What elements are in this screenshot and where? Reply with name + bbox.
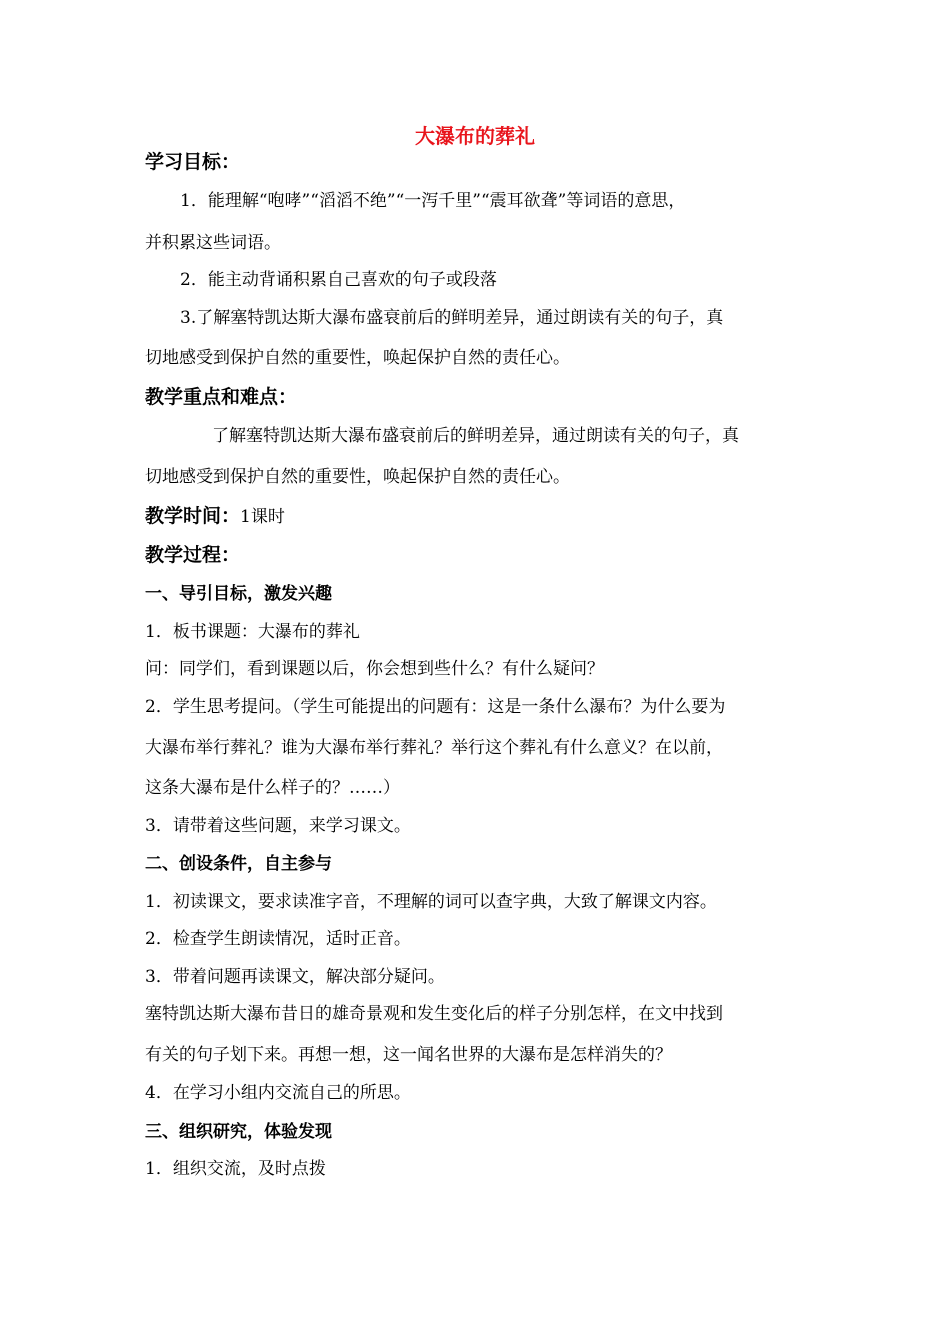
goal-3-line-2: 切地感受到保护自然的重要性，唤起保护自然的责任心。 <box>145 348 570 368</box>
teaching-time-value: 1课时 <box>240 507 285 527</box>
section-2-paragraph-line-2: 有关的句子划下来。再想一想，这一闻名世界的大瀑布是怎样消失的？ <box>145 1045 672 1065</box>
goal-2: 2．能主动背诵积累自己喜欢的句子或段落 <box>180 270 497 290</box>
key-points-line-2: 切地感受到保护自然的重要性，唤起保护自然的责任心。 <box>145 467 570 487</box>
section-2-item-3: 3．带着问题再读课文，解决部分疑问。 <box>145 967 445 987</box>
section-2-item-2: 2．检查学生朗读情况，适时正音。 <box>145 929 411 949</box>
section-1-item-2-line-1: 2．学生思考提问。（学生可能提出的问题有：这是一条什么瀑布？为什么要为 <box>145 697 726 717</box>
section-2-item-1: 1．初读课文，要求读准字音，不理解的词可以查字典，大致了解课文内容。 <box>145 892 717 912</box>
section-3-heading: 三、组织研究，体验发现 <box>145 1122 332 1142</box>
heading-key-points: 教学重点和难点： <box>145 386 298 408</box>
section-1-question: 问：同学们，看到课题以后，你会想到些什么？有什么疑问？ <box>145 659 604 679</box>
section-1-item-3: 3．请带着这些问题，来学习课文。 <box>145 816 411 836</box>
heading-teaching-time: 教学时间： <box>145 505 241 527</box>
section-1-item-2-line-2: 大瀑布举行葬礼？谁为大瀑布举行葬礼？举行这个葬礼有什么意义？在以前， <box>145 738 723 758</box>
section-2-item-4: 4．在学习小组内交流自己的所思。 <box>145 1083 411 1103</box>
section-1-item-2-line-3: 这条大瀑布是什么样子的？……） <box>145 778 400 798</box>
heading-teaching-process: 教学过程： <box>145 544 241 566</box>
section-2-heading: 二、创设条件，自主参与 <box>145 854 332 874</box>
section-2-paragraph-line-1: 塞特凯达斯大瀑布昔日的雄奇景观和发生变化后的样子分别怎样，在文中找到 <box>145 1004 723 1024</box>
heading-learning-goals: 学习目标： <box>145 151 241 173</box>
teaching-time <box>145 504 285 529</box>
section-3-item-1: 1．组织交流，及时点拨 <box>145 1159 326 1179</box>
goal-3-line-1: 3.了解塞特凯达斯大瀑布盛衰前后的鲜明差异，通过朗读有关的句子，真 <box>180 308 724 328</box>
goal-1-line-1: 1．能理解“咆哮”“滔滔不绝”“一泻千里”“震耳欲聋”等词语的意思， <box>180 191 686 211</box>
goal-1-line-2: 并积累这些词语。 <box>145 233 281 253</box>
document-title: 大瀑布的葬礼 <box>415 124 535 148</box>
section-1-heading: 一、导引目标，激发兴趣 <box>145 584 332 604</box>
section-1-item-1: 1．板书课题：大瀑布的葬礼 <box>145 622 360 642</box>
key-points-line-1: 了解塞特凯达斯大瀑布盛衰前后的鲜明差异，通过朗读有关的句子，真 <box>212 426 739 446</box>
